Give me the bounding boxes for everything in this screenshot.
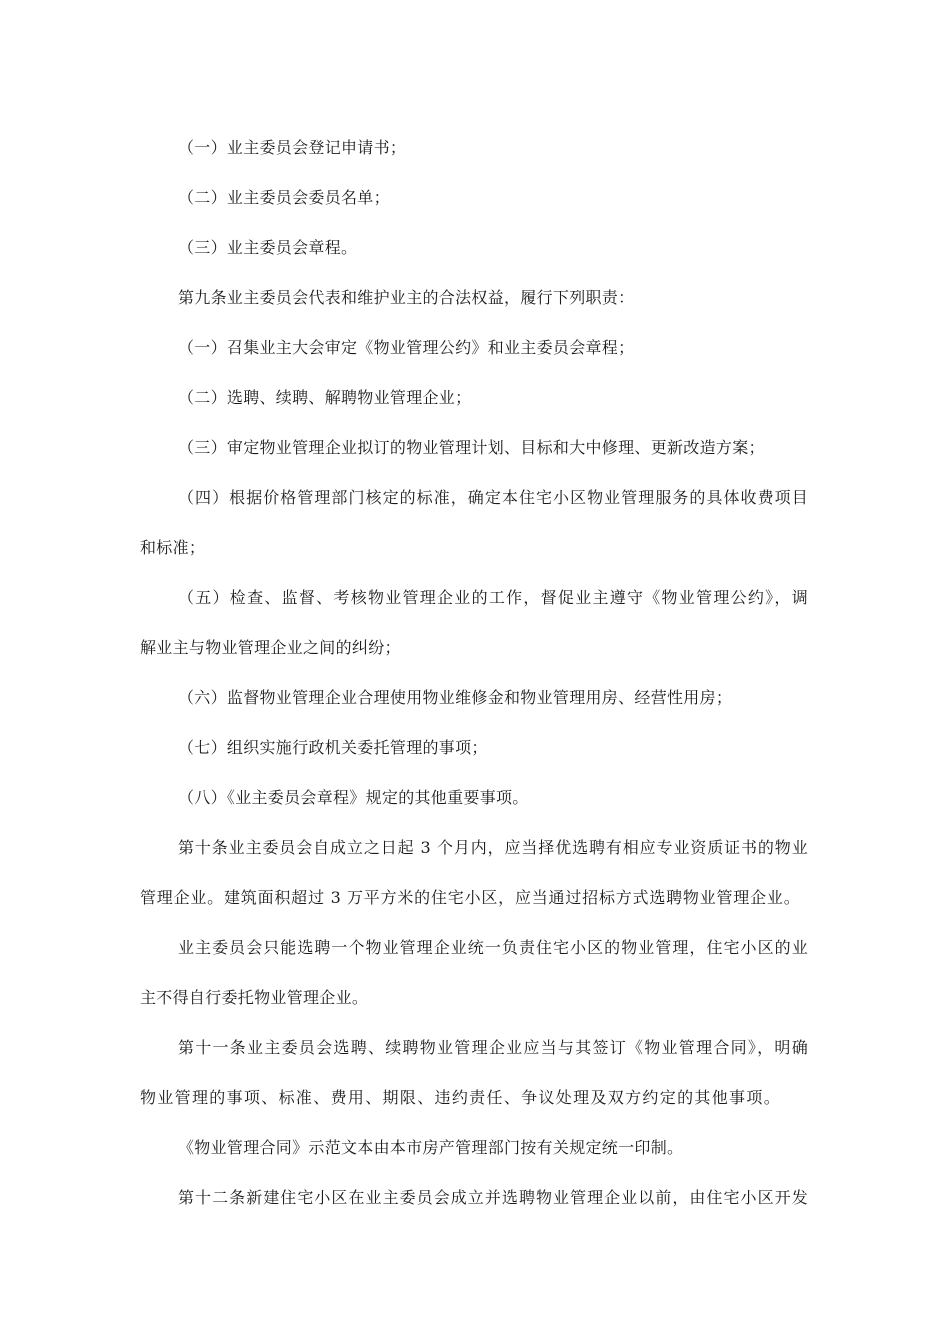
list-item: （四）根据价格管理部门核定的标准，确定本住宅小区物业管理服务的具体收费项目: [178, 488, 808, 507]
article-paragraph-line: 主不得自行委托物业管理企业。: [140, 988, 369, 1007]
list-item-continuation: 解业主与物业管理企业之间的纠纷；: [140, 638, 401, 657]
list-item-continuation: 和标准；: [140, 538, 206, 557]
list-item: （三）业主委员会章程。: [178, 238, 358, 257]
list-item: （二）业主委员会委员名单；: [178, 188, 390, 207]
list-item: （二）选聘、续聘、解聘物业管理企业；: [178, 388, 472, 407]
article-paragraph-line: 第十条业主委员会自成立之日起 3 个月内，应当择优选聘有相应专业资质证书的物业: [178, 838, 808, 857]
article-paragraph-line: 业主委员会只能选聘一个物业管理企业统一负责住宅小区的物业管理，住宅小区的业: [178, 938, 808, 957]
article-paragraph-line: 第十一条业主委员会选聘、续聘物业管理企业应当与其签订《物业管理合同》，明确: [178, 1038, 808, 1057]
article-heading-line: 第九条业主委员会代表和维护业主的合法权益，履行下列职责：: [178, 288, 635, 307]
list-item: （六）监督物业管理企业合理使用物业维修金和物业管理用房、经营性用房；: [178, 688, 733, 707]
article-paragraph-line: 管理企业。建筑面积超过 3 万平方米的住宅小区，应当通过招标方式选聘物业管理企业。: [140, 888, 800, 907]
list-item: （一）召集业主大会审定《物业管理公约》和业主委员会章程；: [178, 338, 635, 357]
list-item: （三）审定物业管理企业拟订的物业管理计划、目标和大中修理、更新改造方案；: [178, 438, 765, 457]
list-item: （八）《业主委员会章程》规定的其他重要事项。: [178, 788, 529, 807]
list-item: （五）检查、监督、考核物业管理企业的工作，督促业主遵守《物业管理公约》，调: [178, 588, 808, 607]
article-paragraph-line: 《物业管理合同》示范文本由本市房产管理部门按有关规定统一印制。: [178, 1138, 684, 1157]
article-paragraph-line: 物业管理的事项、标准、费用、期限、违约责任、争议处理及双方约定的其他事项。: [140, 1088, 780, 1107]
list-item: （七）组织实施行政机关委托管理的事项；: [178, 738, 488, 757]
article-paragraph-line: 第十二条新建住宅小区在业主委员会成立并选聘物业管理企业以前，由住宅小区开发: [178, 1188, 808, 1207]
list-item: （一）业主委员会登记申请书；: [178, 138, 407, 157]
